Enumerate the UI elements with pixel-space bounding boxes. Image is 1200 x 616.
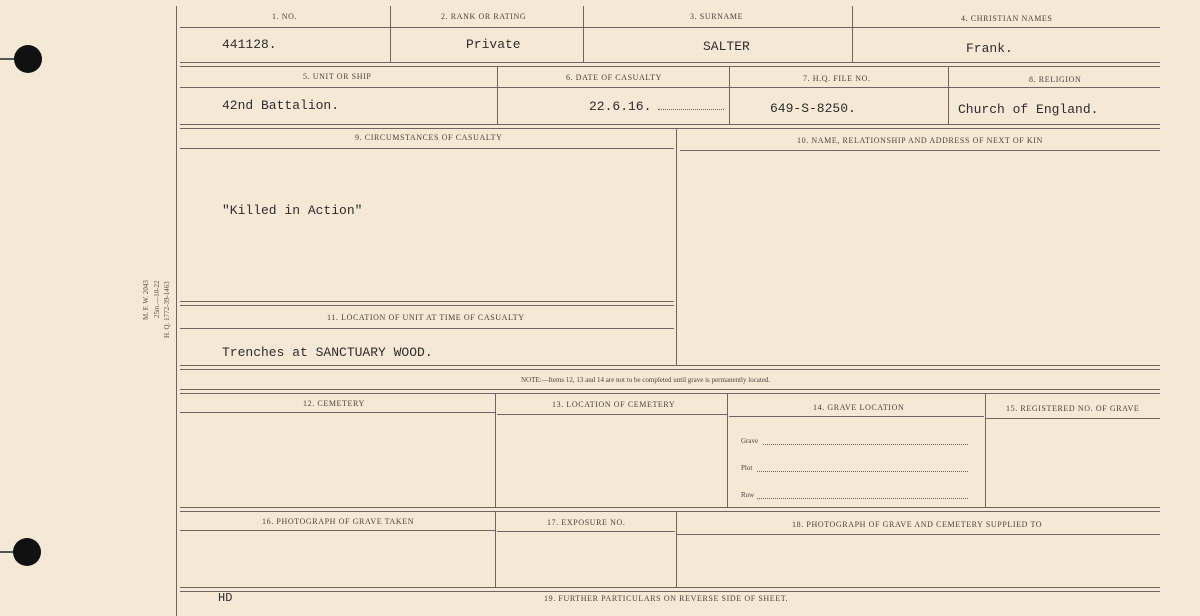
note-text: NOTE:—Items 12, 13 and 14 are not to be completed until grave is permanently located. xyxy=(521,376,771,384)
religion-value: Church of England. xyxy=(958,102,1099,117)
location-divider xyxy=(180,328,674,329)
note-top-rule xyxy=(180,365,1160,370)
row1-col-divider-2 xyxy=(583,6,584,62)
row3-divider-right xyxy=(680,150,1160,151)
row2-col-divider-2 xyxy=(729,66,730,124)
cemetery-divider-1 xyxy=(180,412,495,413)
hq-file-value: 649-S-8250. xyxy=(770,101,856,116)
cemetery-divider-2 xyxy=(497,414,727,415)
location-unit-label: 11. LOCATION OF UNIT AT TIME OF CASUALTY xyxy=(327,313,525,322)
bottom-rule xyxy=(180,587,1160,592)
rank-value: Private xyxy=(466,37,521,52)
punch-hole-bottom xyxy=(13,538,41,566)
plot-field-label: Plot xyxy=(741,464,753,472)
side-print-run: 25m.—10-22 xyxy=(153,280,161,318)
row2-bottom-rule xyxy=(180,124,1160,129)
no-value: 441128. xyxy=(222,37,277,52)
location-unit-value: Trenches at SANCTUARY WOOD. xyxy=(222,345,433,360)
grave-dots xyxy=(763,443,968,445)
initials: HD xyxy=(218,591,233,605)
grave-field-label: Grave xyxy=(741,437,759,445)
unit-value: 42nd Battalion. xyxy=(222,98,340,113)
note-bottom-rule xyxy=(180,389,1160,394)
unit-label: 5. UNIT OR SHIP xyxy=(303,72,372,81)
hq-file-label: 7. H.Q. FILE NO. xyxy=(803,74,871,83)
photo-divider-3 xyxy=(677,534,1160,535)
row1-col-divider-3 xyxy=(852,6,853,62)
exposure-label: 17. EXPOSURE NO. xyxy=(547,518,626,527)
surname-value: SALTER xyxy=(703,39,750,54)
grave-location-label: 14. GRAVE LOCATION xyxy=(813,403,905,412)
photo-supplied-label: 18. PHOTOGRAPH OF GRAVE AND CEMETERY SUPPLIED TO xyxy=(792,520,1043,529)
next-of-kin-label: 10. NAME, RELATIONSHIP AND ADDRESS OF NEXT OF KIN xyxy=(797,136,1043,145)
date-casualty-label: 6. DATE OF CASUALTY xyxy=(566,73,663,82)
surname-label: 3. SURNAME xyxy=(690,12,744,21)
date-casualty-value: 22.6.16. xyxy=(589,99,652,114)
cemetery-divider-4 xyxy=(986,418,1160,419)
row1-bottom-rule xyxy=(180,62,1160,67)
christian-names-label: 4. CHRISTIAN NAMES xyxy=(961,14,1053,23)
photo-taken-label: 16. PHOTOGRAPH OF GRAVE TAKEN xyxy=(262,517,415,526)
circumstances-value: "Killed in Action" xyxy=(222,203,363,218)
photo-top-rule xyxy=(180,507,1160,512)
location-cemetery-label: 13. LOCATION OF CEMETERY xyxy=(552,400,676,409)
location-top-rule xyxy=(180,301,674,306)
side-hq-number: H. Q. 1772-39-1463 xyxy=(163,281,171,338)
rank-label: 2. RANK OR RATING xyxy=(441,12,527,21)
row3-divider-left xyxy=(180,148,674,149)
registered-no-label: 15. REGISTERED NO. OF GRAVE xyxy=(1006,404,1140,413)
religion-label: 8. RELIGION xyxy=(1029,75,1082,84)
row1-divider xyxy=(180,27,1160,28)
plot-dots xyxy=(757,470,968,472)
row2-col-divider-3 xyxy=(948,66,949,124)
row1-col-divider-1 xyxy=(390,6,391,62)
row2-divider xyxy=(180,87,1160,88)
left-border xyxy=(176,6,177,616)
cemetery-col-divider-3 xyxy=(985,393,986,507)
photo-col-divider-2 xyxy=(676,511,677,587)
cemetery-col-divider-1 xyxy=(495,393,496,507)
no-label: 1. NO. xyxy=(272,12,298,21)
photo-col-divider-1 xyxy=(495,511,496,587)
photo-divider-1 xyxy=(180,530,495,531)
photo-divider-2 xyxy=(497,531,675,532)
further-particulars-label: 19. FURTHER PARTICULARS ON REVERSE SIDE OF SHEET. xyxy=(544,594,789,603)
row2-col-divider-1 xyxy=(497,66,498,124)
christian-names-value: Frank. xyxy=(966,41,1013,56)
side-form-number: M. F. W. 2043 xyxy=(142,280,150,320)
punch-hole-top xyxy=(14,45,42,73)
cemetery-col-divider-2 xyxy=(727,393,728,507)
date-dots xyxy=(658,108,724,110)
row3-col-divider xyxy=(676,128,677,366)
cemetery-divider-3 xyxy=(729,416,984,417)
circumstances-label: 9. CIRCUMSTANCES OF CASUALTY xyxy=(355,133,503,142)
row-field-label: Row xyxy=(741,491,755,499)
cemetery-label: 12. CEMETERY xyxy=(303,399,365,408)
row-dots xyxy=(757,497,968,499)
